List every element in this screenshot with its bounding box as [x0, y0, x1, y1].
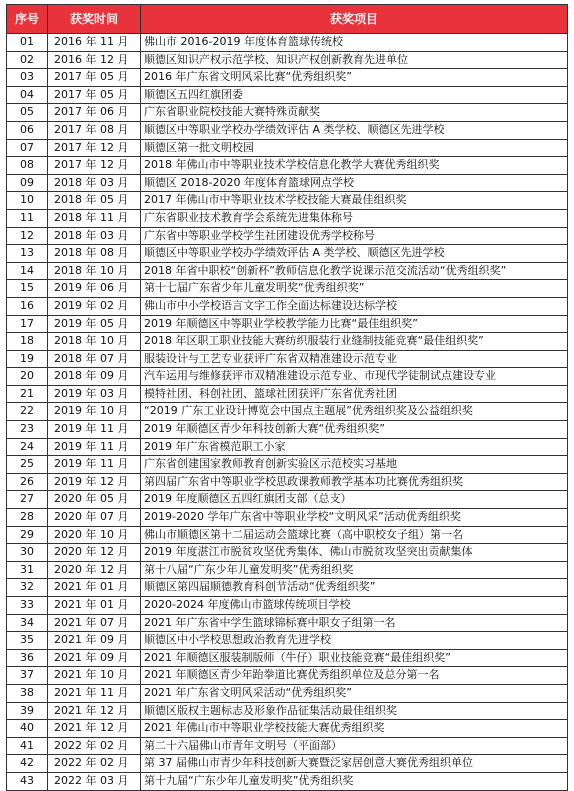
- table-row: [7, 157, 568, 175]
- row-time: 2020 年 12 月: [48, 544, 141, 562]
- row-time: 2021 年 09 月: [48, 649, 141, 667]
- row-index: 17: [7, 315, 48, 333]
- table-row: [7, 34, 568, 52]
- row-time: 2022 年 02 月: [48, 755, 141, 773]
- row-index: 34: [7, 614, 48, 632]
- row-index: 20: [7, 368, 48, 386]
- row-time: 2017 年 12 月: [48, 139, 141, 157]
- row-index: 28: [7, 509, 48, 527]
- row-item: 2019 年度湛江市脱贫攻坚优秀集体、佛山市脱贫攻坚突出贡献集体: [141, 544, 568, 562]
- row-time: 2018 年 07 月: [48, 350, 141, 368]
- row-item: 2021 年佛山市中等职业学校技能大赛优秀组织奖: [141, 720, 568, 738]
- table-row: [7, 456, 568, 474]
- row-item: 2018 年省中职校“创新杯”教师信息化教学说课示范交流活动“优秀组织奖”: [141, 262, 568, 280]
- row-index: 23: [7, 421, 48, 439]
- awards-table: [6, 4, 568, 791]
- row-index: 18: [7, 333, 48, 351]
- row-index: 36: [7, 649, 48, 667]
- row-item: 服装设计与工艺专业获评广东省双精准建设示范专业: [141, 350, 568, 368]
- row-index: 29: [7, 526, 48, 544]
- row-index: 02: [7, 51, 48, 69]
- table-row: [7, 509, 568, 527]
- table-row: [7, 649, 568, 667]
- row-item: 广东省职业技术教育学会系统先进集体称号: [141, 209, 568, 227]
- table-row: [7, 280, 568, 298]
- row-time: 2019 年 10 月: [48, 403, 141, 421]
- row-item: “2019 广东工业设计博览会中国点主题展”优秀组织奖及公益组织奖: [141, 403, 568, 421]
- table-row: [7, 368, 568, 386]
- table-row: [7, 667, 568, 685]
- table-row: [7, 579, 568, 597]
- row-item: 2018 年区职工职业技能大赛纺织服装行业缝制技能竞赛“最佳组织奖”: [141, 333, 568, 351]
- awards-table-container: [6, 4, 568, 791]
- table-row: [7, 491, 568, 509]
- table-row: [7, 438, 568, 456]
- row-item: 2021 年广东省中学生篮球锦标赛中职女子组第一名: [141, 614, 568, 632]
- row-item: 汽车运用与维修获评市双精准建设示范专业、市现代学徒制试点建设专业: [141, 368, 568, 386]
- row-index: 26: [7, 473, 48, 491]
- table-header-row: [7, 5, 568, 34]
- row-item: 顺德区中小学校思想政治教育先进学校: [141, 632, 568, 650]
- row-item: 顺德区五四红旗团委: [141, 86, 568, 104]
- row-time: 2019 年 03 月: [48, 385, 141, 403]
- row-item: 2020-2024 年度佛山市篮球传统项目学校: [141, 597, 568, 615]
- table-row: [7, 385, 568, 403]
- table-row: [7, 526, 568, 544]
- table-row: [7, 174, 568, 192]
- table-row: [7, 597, 568, 615]
- table-row: [7, 51, 568, 69]
- row-index: 42: [7, 755, 48, 773]
- row-index: 31: [7, 561, 48, 579]
- row-item: 2019 年顺德区青少年科技创新大赛“优秀组织奖”: [141, 421, 568, 439]
- row-item: 2018 年佛山市中等职业技术学校信息化教学大赛优秀组织奖: [141, 157, 568, 175]
- row-item: 佛山市顺德区第十二届运动会篮球比赛（高中职校女子组）第一名: [141, 526, 568, 544]
- row-time: 2017 年 05 月: [48, 69, 141, 87]
- table-row: [7, 632, 568, 650]
- row-index: 16: [7, 297, 48, 315]
- row-index: 43: [7, 772, 48, 790]
- row-item: 第十九届“广东少年儿童发明奖”优秀组织奖: [141, 772, 568, 790]
- row-time: 2018 年 08 月: [48, 245, 141, 263]
- row-index: 41: [7, 737, 48, 755]
- table-row: [7, 403, 568, 421]
- row-time: 2021 年 11 月: [48, 684, 141, 702]
- row-item: 顺德区 2018-2020 年度体育篮球网点学校: [141, 174, 568, 192]
- row-time: 2019 年 11 月: [48, 421, 141, 439]
- row-index: 21: [7, 385, 48, 403]
- row-time: 2021 年 09 月: [48, 632, 141, 650]
- row-index: 32: [7, 579, 48, 597]
- table-row: [7, 684, 568, 702]
- table-row: [7, 245, 568, 263]
- row-item: 顺德区版权主题标志及形象作品征集活动最佳组织奖: [141, 702, 568, 720]
- row-index: 30: [7, 544, 48, 562]
- table-row: [7, 755, 568, 773]
- row-item: 2017 年佛山市中等职业技术学校技能大赛最佳组织奖: [141, 192, 568, 210]
- row-index: 22: [7, 403, 48, 421]
- row-time: 2016 年 11 月: [48, 34, 141, 52]
- table-row: [7, 192, 568, 210]
- row-time: 2021 年 12 月: [48, 720, 141, 738]
- row-time: 2021 年 01 月: [48, 597, 141, 615]
- row-time: 2021 年 10 月: [48, 667, 141, 685]
- row-item: 第四届广东省中等职业学校思政课教师教学基本功比赛优秀组织奖: [141, 473, 568, 491]
- row-index: 37: [7, 667, 48, 685]
- row-index: 25: [7, 456, 48, 474]
- row-index: 08: [7, 157, 48, 175]
- table-row: [7, 720, 568, 738]
- row-item: 2016 年广东省文明风采比赛“优秀组织奖”: [141, 69, 568, 87]
- row-index: 05: [7, 104, 48, 122]
- table-row: [7, 350, 568, 368]
- row-item: 广东省中等职业学校学生社团建设优秀学校称号: [141, 227, 568, 245]
- row-item: 第十七届广东省少年儿童发明奖“优秀组织奖”: [141, 280, 568, 298]
- table-row: [7, 544, 568, 562]
- row-time: 2017 年 08 月: [48, 121, 141, 139]
- row-item: 第 37 届佛山市青少年科技创新大赛暨泛家居创意大赛优秀组织单位: [141, 755, 568, 773]
- row-index: 01: [7, 34, 48, 52]
- row-item: 佛山市 2016-2019 年度体育篮球传统校: [141, 34, 568, 52]
- row-item: 第十八届“广东少年儿童发明奖”优秀组织奖: [141, 561, 568, 579]
- row-item: 第二十六届佛山市青年文明号（平面部）: [141, 737, 568, 755]
- row-time: 2020 年 10 月: [48, 526, 141, 544]
- row-time: 2017 年 06 月: [48, 104, 141, 122]
- table-row: [7, 421, 568, 439]
- row-time: 2019 年 06 月: [48, 280, 141, 298]
- row-index: 10: [7, 192, 48, 210]
- row-index: 24: [7, 438, 48, 456]
- row-time: 2021 年 01 月: [48, 579, 141, 597]
- row-item: 2021 年顺德区服装制版师（牛仔）职业技能竞赛“最佳组织奖”: [141, 649, 568, 667]
- table-row: [7, 139, 568, 157]
- row-time: 2017 年 12 月: [48, 157, 141, 175]
- row-item: 广东省职业院校技能大赛特殊贡献奖: [141, 104, 568, 122]
- table-row: [7, 614, 568, 632]
- table-row: [7, 737, 568, 755]
- row-item: 2019 年广东省模范职工小家: [141, 438, 568, 456]
- row-time: 2018 年 10 月: [48, 262, 141, 280]
- table-row: [7, 772, 568, 790]
- row-index: 07: [7, 139, 48, 157]
- row-item: 顺德区知识产权示范学校、知识产权创新教育先进单位: [141, 51, 568, 69]
- row-item: 顺德区中等职业学校办学绩效评估 A 类学校、顺德区先进学校: [141, 245, 568, 263]
- row-time: 2019 年 11 月: [48, 456, 141, 474]
- table-row: [7, 315, 568, 333]
- row-item: 佛山市中小学校语言文字工作全面达标建设达标学校: [141, 297, 568, 315]
- row-index: 40: [7, 720, 48, 738]
- row-index: 35: [7, 632, 48, 650]
- table-row: [7, 702, 568, 720]
- row-item: 2019-2020 学年广东省中等职业学校“文明风采”活动优秀组织奖: [141, 509, 568, 527]
- row-time: 2018 年 10 月: [48, 333, 141, 351]
- row-time: 2019 年 02 月: [48, 297, 141, 315]
- row-index: 12: [7, 227, 48, 245]
- table-row: [7, 333, 568, 351]
- row-item: 顺德区第一批文明校园: [141, 139, 568, 157]
- row-item: 顺德区中等职业学校办学绩效评估 A 类学校、顺德区先进学校: [141, 121, 568, 139]
- row-index: 03: [7, 69, 48, 87]
- table-row: [7, 104, 568, 122]
- header-index: 序号: [7, 5, 48, 34]
- row-time: 2018 年 05 月: [48, 192, 141, 210]
- row-index: 39: [7, 702, 48, 720]
- row-index: 13: [7, 245, 48, 263]
- row-index: 19: [7, 350, 48, 368]
- row-item: 2019 年度顺德区五四红旗团支部（总支）: [141, 491, 568, 509]
- row-index: 09: [7, 174, 48, 192]
- row-index: 33: [7, 597, 48, 615]
- row-item: 2019 年顺德区中等职业学校教学能力比赛“最佳组织奖”: [141, 315, 568, 333]
- row-time: 2018 年 11 月: [48, 209, 141, 227]
- row-index: 15: [7, 280, 48, 298]
- row-index: 11: [7, 209, 48, 227]
- table-row: [7, 121, 568, 139]
- table-row: [7, 262, 568, 280]
- row-time: 2022 年 03 月: [48, 772, 141, 790]
- table-row: [7, 297, 568, 315]
- header-time: 获奖时间: [48, 5, 141, 34]
- row-time: 2019 年 11 月: [48, 438, 141, 456]
- row-time: 2020 年 12 月: [48, 561, 141, 579]
- row-time: 2018 年 09 月: [48, 368, 141, 386]
- table-row: [7, 561, 568, 579]
- header-item: 获奖项目: [141, 5, 568, 34]
- table-row: [7, 473, 568, 491]
- table-row: [7, 86, 568, 104]
- table-row: [7, 227, 568, 245]
- row-item: 2021 年广东省文明风采活动“优秀组织奖”: [141, 684, 568, 702]
- row-index: 14: [7, 262, 48, 280]
- row-index: 06: [7, 121, 48, 139]
- row-time: 2019 年 05 月: [48, 315, 141, 333]
- row-item: 顺德区第四届顺德教育科创节活动“优秀组织奖”: [141, 579, 568, 597]
- row-time: 2020 年 05 月: [48, 491, 141, 509]
- row-index: 04: [7, 86, 48, 104]
- row-item: 2021 年顺德区青少年跆拳道比赛优秀组织单位及总分第一名: [141, 667, 568, 685]
- row-time: 2021 年 12 月: [48, 702, 141, 720]
- row-time: 2021 年 07 月: [48, 614, 141, 632]
- row-time: 2020 年 07 月: [48, 509, 141, 527]
- row-time: 2017 年 05 月: [48, 86, 141, 104]
- row-item: 模特社团、科创社团、篮球社团获评广东省优秀社团: [141, 385, 568, 403]
- row-index: 27: [7, 491, 48, 509]
- row-time: 2018 年 03 月: [48, 227, 141, 245]
- row-item: 广东省创建国家教师教育创新实验区示范校实习基地: [141, 456, 568, 474]
- row-time: 2016 年 12 月: [48, 51, 141, 69]
- table-body: [7, 34, 568, 791]
- row-index: 38: [7, 684, 48, 702]
- table-row: [7, 69, 568, 87]
- row-time: 2019 年 12 月: [48, 473, 141, 491]
- row-time: 2018 年 03 月: [48, 174, 141, 192]
- table-row: [7, 209, 568, 227]
- row-time: 2022 年 02 月: [48, 737, 141, 755]
